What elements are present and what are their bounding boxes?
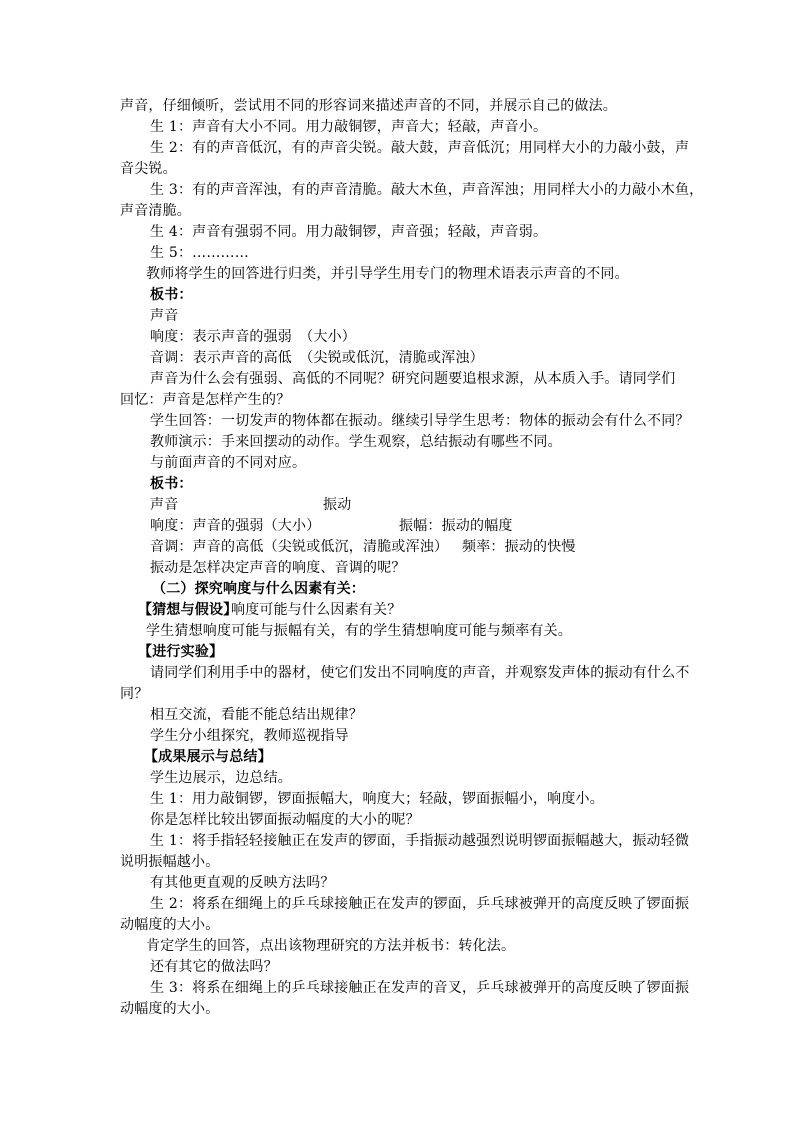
subheading: 【猜想与假设】 xyxy=(138,602,238,618)
text-line: 相互交流，看能不能总结出规律？ xyxy=(150,707,363,723)
text-line: 振幅：振动的幅度 xyxy=(399,518,513,534)
text-line: 同？ xyxy=(120,686,149,702)
text-line: 频率：振动的快慢 xyxy=(462,539,576,555)
text-line: 学生回答：一切发声的物体都在振动。继续引导学生思考：物体的振动会有什么不同？ xyxy=(150,413,690,429)
text-line: 响度：表示声音的强弱 （大小） xyxy=(150,329,356,345)
text-line: 声音 xyxy=(150,497,179,513)
text-line: 振动是怎样决定声音的响度、音调的呢？ xyxy=(150,560,406,576)
text-line: 动幅度的大小。 xyxy=(120,917,220,933)
text-line: 请同学们利用手中的器材，使它们发出不同响度的声音，并观察发声体的振动有什么不 xyxy=(150,665,690,681)
text-line: 生 4：声音有强弱不同。用力敲铜锣，声音强；轻敲，声音弱。 xyxy=(150,224,548,240)
text-line: 声音为什么会有强弱、高低的不同呢？研究问题要追根求源，从本质入手。请同学们 xyxy=(150,371,676,387)
text-line: 音尖锐。 xyxy=(120,161,177,177)
text-line: 生 2：将系在细绳上的乒乓球接触正在发声的锣面，乒乓球被弹开的高度反映了锣面振 xyxy=(150,896,690,912)
section-label: 板书： xyxy=(150,476,193,492)
text-line: 教师演示：手来回摆动的动作。学生观察，总结振动有哪些不同。 xyxy=(150,434,562,450)
text-line: 学生边展示，边总结。 xyxy=(150,770,292,786)
text-line: 生 1：用力敲铜锣，锣面振幅大，响度大；轻敲，锣面振幅小，响度小。 xyxy=(150,791,604,807)
text-line: 教师将学生的回答进行归类，并引导学生用专门的物理术语表示声音的不同。 xyxy=(146,266,629,282)
text-line: 有其他更直观的反映方法吗？ xyxy=(150,875,335,891)
section-label: 板书： xyxy=(150,287,193,303)
text-line: 响度：声音的强弱（大小） xyxy=(150,518,321,534)
text-line: 学生分小组探究，教师巡视指导 xyxy=(150,728,349,744)
subheading: 【进行实验】 xyxy=(138,644,224,660)
text-line: 振动 xyxy=(323,497,352,513)
text-line: 声音 xyxy=(150,308,179,324)
subheading: 【成果展示与总结】 xyxy=(144,749,272,765)
text-line: 动幅度的大小。 xyxy=(120,1001,220,1017)
text-line: 生 2：有的声音低沉，有的声音尖锐。敲大鼓，声音低沉；用同样大小的力敲小鼓，声 xyxy=(150,140,690,156)
text-line: 你是怎样比较出锣面振动幅度的大小的呢？ xyxy=(150,812,420,828)
text-line: 声音清脆。 xyxy=(120,203,191,219)
text-line: 回忆：声音是怎样产生的？ xyxy=(120,392,291,408)
text-line: 音调：声音的高低（尖锐或低沉，清脆或浑浊） xyxy=(150,539,449,555)
text-line: 声音，仔细倾听，尝试用不同的形容词来描述声音的不同，并展示自己的做法。 xyxy=(120,98,617,114)
text-line: 说明振幅越小。 xyxy=(120,854,220,870)
text-line: 肯定学生的回答，点出该物理研究的方法并板书：转化法。 xyxy=(146,938,516,954)
text-line: 生 3：将系在细绳上的乒乓球接触正在发声的音叉，乒乓球被弹开的高度反映了锣面振 xyxy=(150,980,690,996)
text-line: 响度可能与什么因素有关？ xyxy=(231,602,402,618)
text-line: 与前面声音的不同对应。 xyxy=(150,455,307,471)
text-line: 生 5：………… xyxy=(150,245,249,261)
text-line: 还有其它的做法吗？ xyxy=(150,959,278,975)
text-line: 生 1：声音有大小不同。用力敲铜锣，声音大；轻敲，声音小。 xyxy=(150,119,548,135)
text-line: 生 1：将手指轻轻接触正在发声的锣面，手指振动越强烈说明锣面振幅越大，振动轻微 xyxy=(150,833,690,849)
text-line: 生 3：有的声音浑浊，有的声音清脆。敲大木鱼，声音浑浊；用同样大小的力敲小木鱼， xyxy=(150,182,704,198)
section-heading: （二）探究响度与什么因素有关： xyxy=(152,581,365,597)
text-line: 音调：表示声音的高低 （尖锐或低沉，清脆或浑浊） xyxy=(150,350,484,366)
text-line: 学生猜想响度可能与振幅有关，有的学生猜想响度可能与频率有关。 xyxy=(146,623,572,639)
